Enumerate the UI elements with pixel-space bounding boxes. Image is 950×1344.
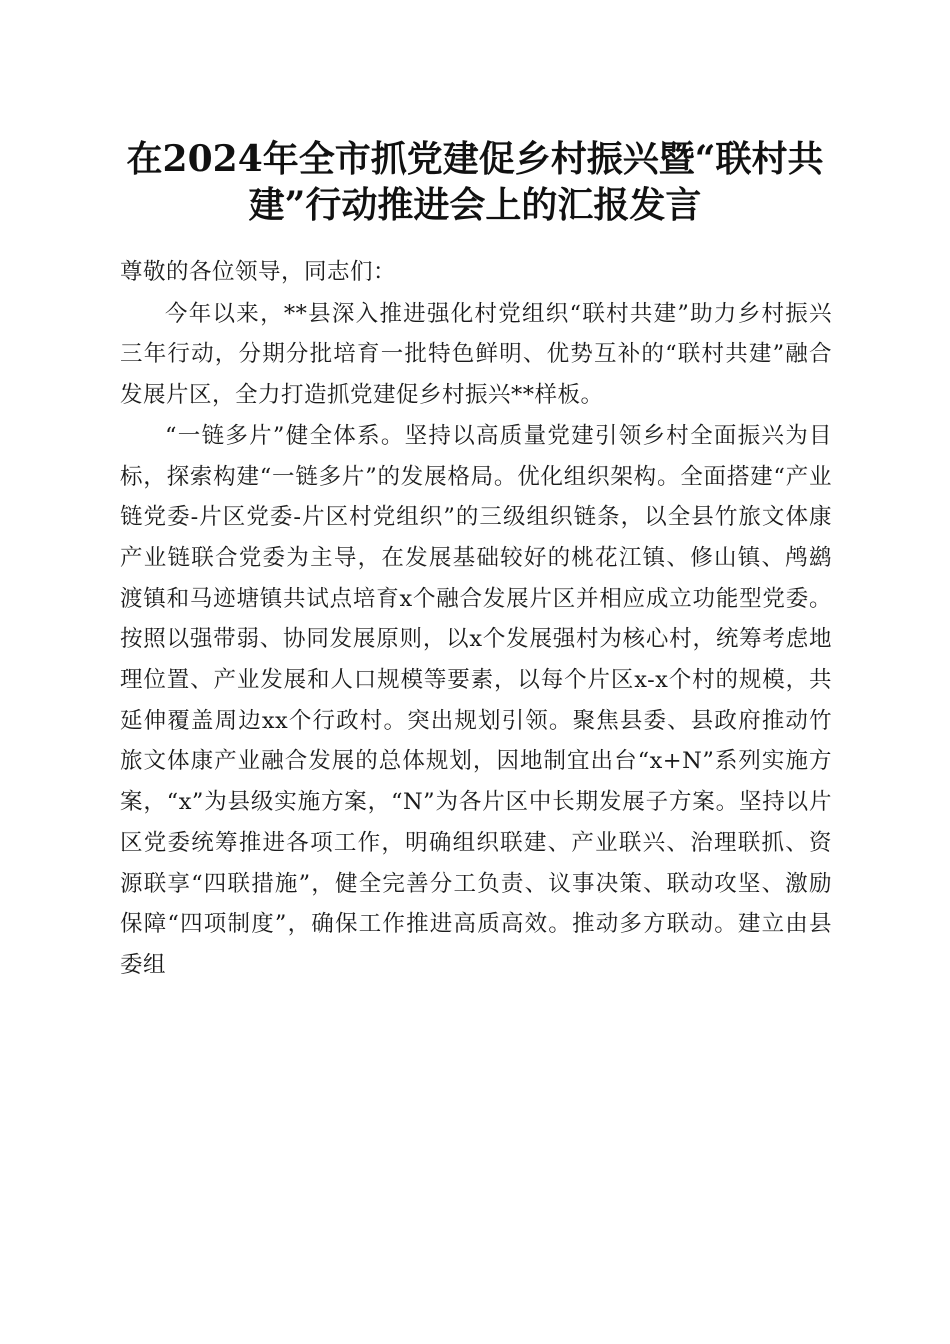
title-line-2: 建”行动推进会上的汇报发言 [248,184,702,226]
page-title [100,136,850,228]
document-body [120,252,832,986]
salutation: 尊敬的各位领导，同志们： [120,259,397,285]
paragraph-system: “一链多片”健全体系。坚持以高质量党建引领乡村全面振兴为目标，探索构建“一链多片”的发展格局。优化组织架构。全面搭建“产业链党委-片区党委-片区村党组织”的三级组织链条，以全县竹旅文体康产业链联合党委为主导，在发展基础较好的桃花江镇、修山镇、鸬鹚渡镇和马迹塘镇共试点培育x个融合发展片区并相应成立功能型党委。按照以强带弱、协同发展原则，以x个发展强村为核心村，统筹考虑地理位置、产业发展和人口规模等要素，以每个片区x-x个村的规模，共延伸覆盖周边xx个行政村。突出规划引领。聚焦县委、县政府推动竹旅文体康产业融合发展的总体规划，因地制宜出台“x+N”系列实施方案，“x”为县级实施方案，“N”为各片区中长期发展子方案。坚持以片区党委统筹推进各项工作，明确组织联建、产业联兴、治理联抓、资源联享“四联措施”，健全完善分工负责、议事决策、联动攻坚、激励保障“四项制度”，确保工作推进高质高效。推动多方联动。建立由县委组 [120,422,832,978]
title-line-1: 在2024年全市抓党建促乡村振兴暨“联村共 [126,138,824,180]
paragraph-intro: 今年以来，**县深入推进强化村党组织“联村共建”助力乡村振兴三年行动，分期分批培育一批特色鲜明、优势互补的“联村共建”融合发展片区，全力打造抓党建促乡村振兴**样板。 [120,300,832,409]
